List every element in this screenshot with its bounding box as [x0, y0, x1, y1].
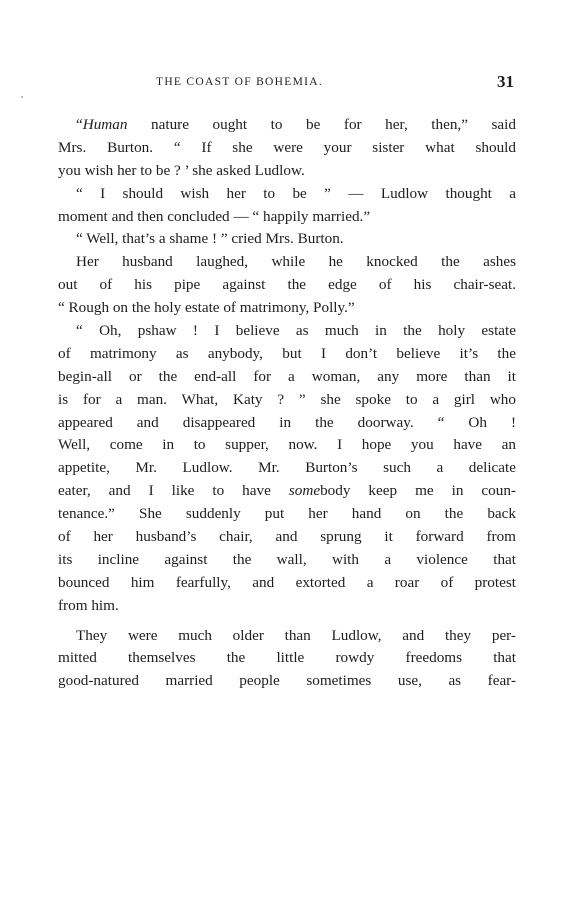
text-line	[58, 251, 516, 274]
italic-text: some	[288, 482, 321, 500]
text-run: “	[76, 116, 83, 133]
paragraph	[58, 625, 516, 694]
text-run: good-natured married people sometimes use, as fear-	[58, 672, 516, 690]
paragraph	[58, 183, 516, 229]
text-line	[58, 412, 516, 435]
page-speck	[21, 96, 23, 98]
text-run: “ Well, that’s a shame ! ” cried Mrs. Burton.	[76, 230, 344, 248]
text-run: tenance.” She suddenly put her hand on the back	[58, 505, 516, 523]
text-line	[58, 320, 516, 343]
paragraph	[58, 114, 516, 183]
text-line	[58, 503, 516, 526]
text-line	[58, 366, 516, 389]
text-run: “ I should wish her to be ” — Ludlow thought a	[76, 184, 516, 202]
text-run: “ Rough on the holy estate of matrimony, Polly.”	[58, 299, 355, 317]
text-line	[58, 137, 516, 160]
text-line	[58, 457, 516, 480]
text-run: out of his pipe against the edge of his chair-seat.	[58, 276, 516, 294]
text-run: body keep me in coun-	[320, 482, 516, 500]
text-line	[58, 160, 516, 183]
text-run: “ Oh, pshaw ! I believe as much in the holy estate	[76, 322, 516, 340]
text-line	[58, 595, 516, 618]
text-line	[58, 526, 516, 549]
text-run: appeared and disappeared in the doorway. “ Oh !	[58, 413, 516, 431]
paragraph	[58, 320, 516, 618]
paragraph	[58, 228, 516, 251]
text-run: Mrs. Burton. “ If she were your sister what should	[58, 138, 516, 156]
text-run: of matrimony as anybody, but I don’t believe it’s the	[58, 344, 516, 362]
text-run: eater, and I like to have	[58, 482, 289, 500]
paragraph	[58, 251, 516, 320]
text-line	[58, 549, 516, 572]
body-text	[58, 114, 516, 693]
text-line	[58, 343, 516, 366]
running-title: THE COAST OF BOHEMIA.	[156, 76, 324, 88]
running-header	[58, 72, 516, 96]
italic-text: Human	[82, 116, 128, 133]
text-line	[58, 434, 516, 457]
text-line	[58, 114, 516, 137]
text-run: you wish her to be ? ’ she asked Ludlow.	[58, 161, 305, 179]
text-run: of her husband’s chair, and sprung it forward from	[58, 528, 516, 546]
text-line	[58, 480, 516, 503]
text-line	[58, 183, 516, 206]
text-line	[58, 297, 516, 320]
text-run: appetite, Mr. Ludlow. Mr. Burton’s such a delicate	[58, 459, 516, 477]
text-line	[58, 670, 516, 693]
text-run: bounced him fearfully, and extorted a roar of protest	[58, 573, 516, 591]
text-run: moment and then concluded — “ happily married.”	[58, 207, 371, 225]
text-run: mitted themselves the little rowdy freedoms that	[58, 649, 516, 667]
text-line	[58, 206, 516, 229]
text-line	[58, 647, 516, 670]
text-line	[58, 389, 516, 412]
paragraph-gap	[58, 618, 516, 625]
text-run: Her husband laughed, while he knocked the ashes	[76, 253, 516, 271]
text-line	[58, 228, 516, 251]
text-run: They were much older than Ludlow, and they per-	[76, 626, 516, 644]
text-run: Well, come in to supper, now. I hope you have an	[58, 436, 516, 454]
page-number: 31	[497, 72, 514, 91]
text-run: from him.	[58, 596, 119, 614]
text-line	[58, 274, 516, 297]
text-run: is for a man. What, Katy ? ” she spoke to a girl who	[58, 390, 516, 408]
text-run: begin-all or the end-all for a woman, any more than it	[58, 367, 516, 385]
text-line	[58, 625, 516, 648]
text-run: its incline against the wall, with a violence that	[58, 550, 516, 568]
text-run: nature ought to be for her, then,” said	[127, 116, 516, 133]
text-line	[58, 572, 516, 595]
